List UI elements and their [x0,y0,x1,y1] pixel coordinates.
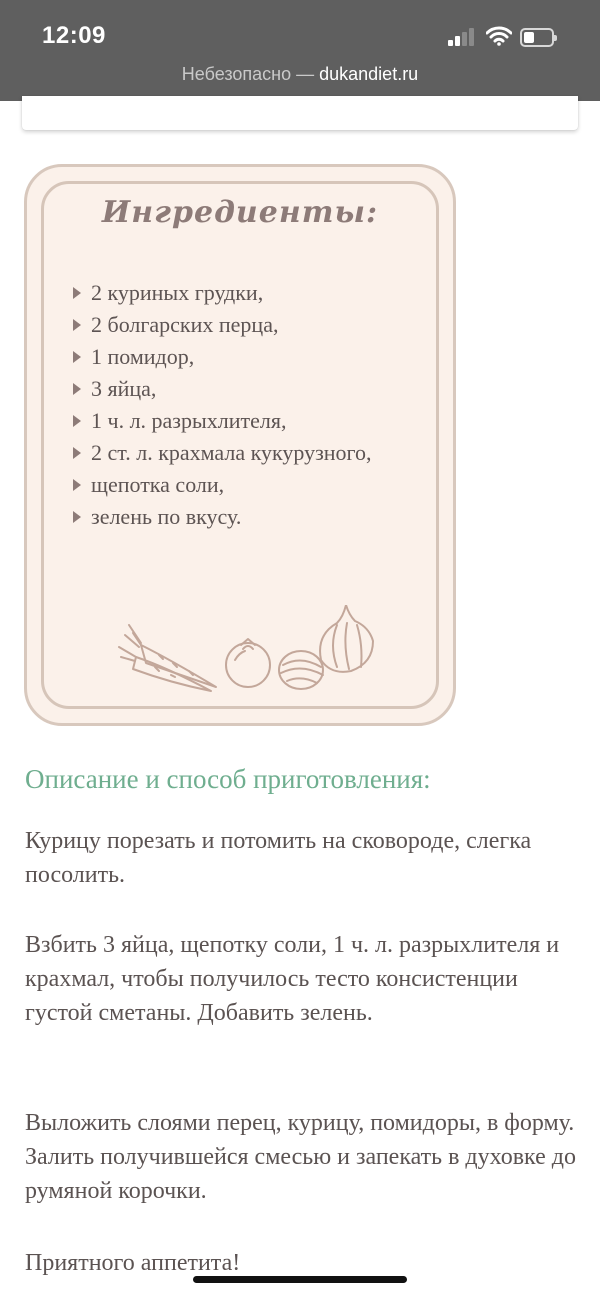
previous-content-card [22,96,578,130]
vegetables-icon [111,605,381,695]
signal-icon [448,28,478,46]
home-indicator[interactable] [193,1276,407,1283]
ingredient-item: 2 куриных грудки, [73,277,403,309]
address-bar[interactable] [0,64,600,85]
ingredient-item: щепотка соли, [73,469,403,501]
ingredient-item: 2 ст. л. крахмала кукурузного, [55,437,403,469]
ingredient-item: 1 ч. л. разрыхлителя, [73,405,403,437]
browser-top-bar [0,0,600,101]
ingredient-item: 3 яйца, [73,373,403,405]
method-heading: Описание и способ приготовления: [25,764,431,794]
wifi-icon [486,26,512,46]
status-icons [448,26,578,48]
ingredient-item: зелень по вкусу. [73,501,403,533]
closing-line: Приятного аппетита! [25,1250,241,1276]
bullet-icon [73,479,81,491]
bullet-icon [73,447,81,459]
battery-icon [520,28,554,47]
method-paragraph: Курицу порезать и потомить на сковороде, слегка посолить. [25,828,532,888]
bullet-icon [73,383,81,395]
method-paragraph: Взбить 3 яйца, щепотку соли, 1 ч. л. разрыхлителя и крахмал, чтобы получилось тесто консистенции густой сметаны. Добавить зелень. [25,932,560,1026]
bullet-icon [73,287,81,299]
bullet-icon [73,319,81,331]
ingredients-list [73,277,403,533]
bullet-icon [73,351,81,363]
bullet-icon [73,511,81,523]
ingredient-item: 1 помидор, [73,341,403,373]
bullet-icon [73,415,81,427]
ingredients-card [24,164,456,726]
url-domain: dukandiet.ru [319,64,419,84]
insecure-label: Небезопасно — [181,64,315,84]
status-time: 12:09 [42,22,106,49]
ingredients-title: Ингредиенты: [101,195,379,230]
method-paragraph: Выложить слоями перец, курицу, помидоры, в форму. Залить получившейся смесью и запекать в духовке до румяной корочки. [25,1110,576,1204]
ingredient-item: 2 болгарских перца, [73,309,403,341]
